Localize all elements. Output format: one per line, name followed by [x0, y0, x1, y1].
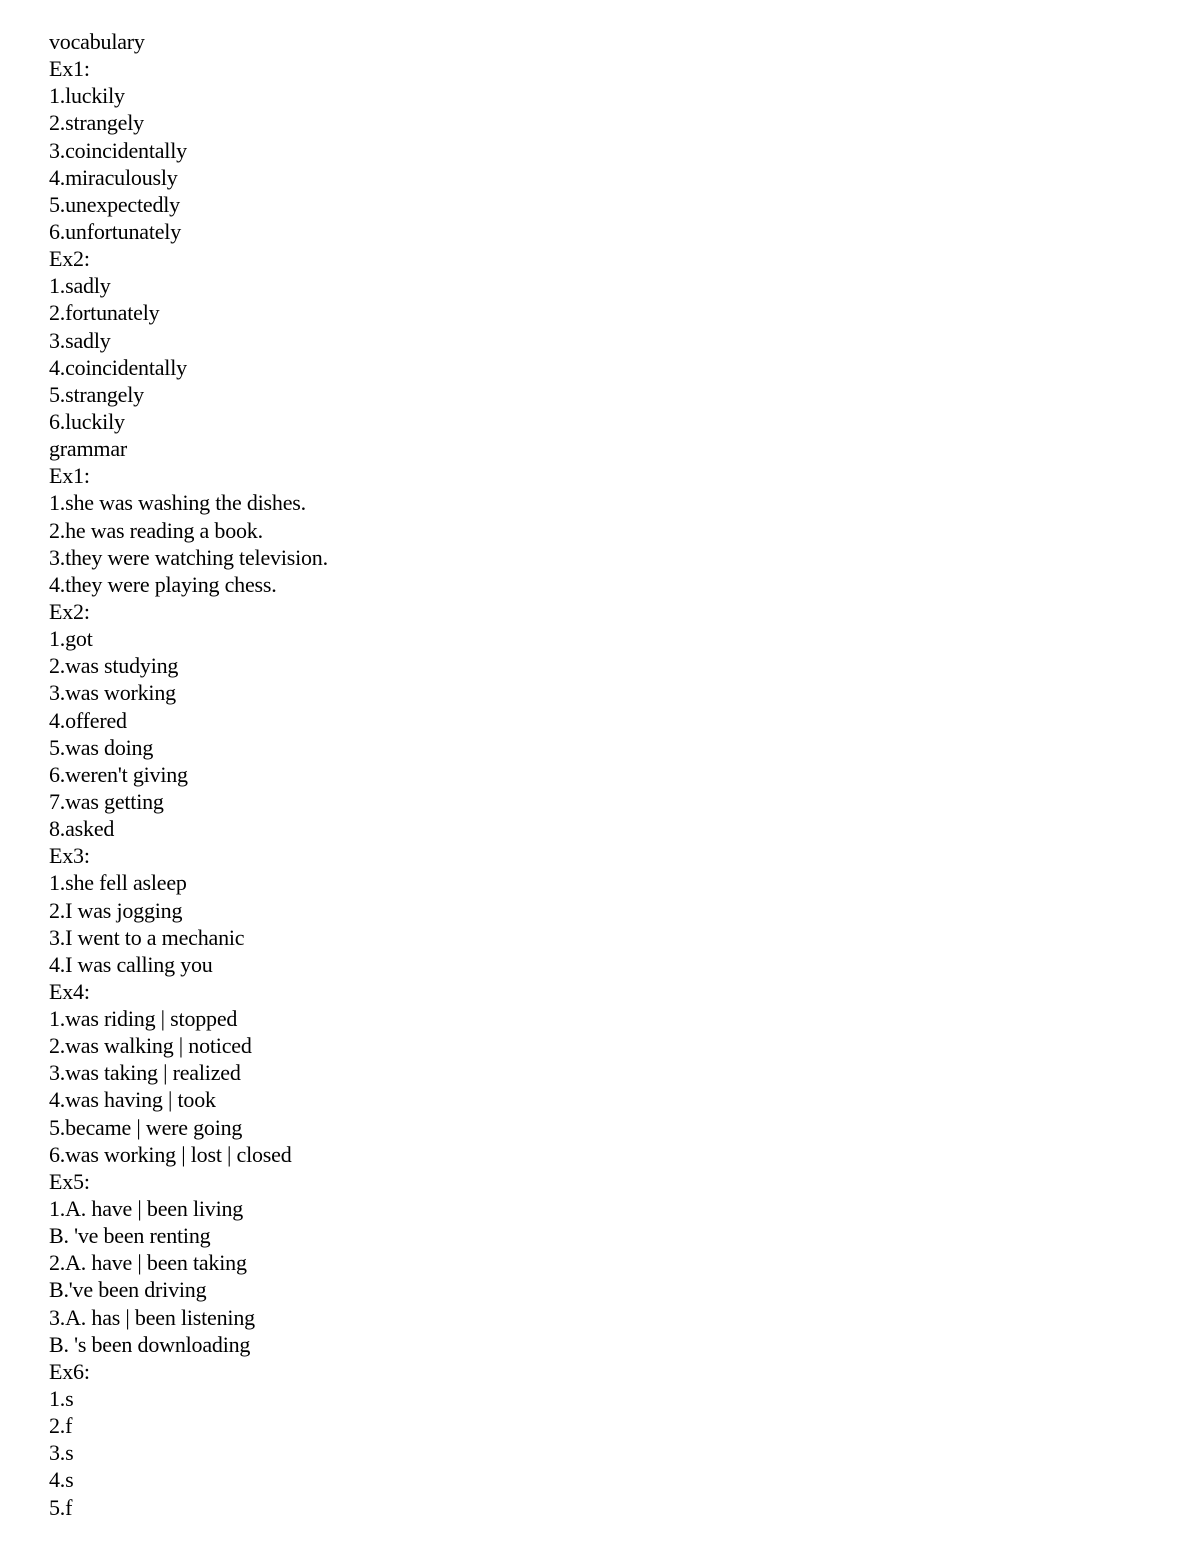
section-heading-vocabulary: vocabulary [49, 29, 145, 54]
answer-line: 6.luckily [49, 408, 125, 434]
answer-line: 2.he was reading a book. [49, 517, 263, 543]
answer-line: 3.s [49, 1440, 74, 1466]
answer-line: 3.A. has | been listening [49, 1304, 255, 1330]
answer-line: 1.s [49, 1386, 74, 1412]
answer-line: 6.unfortunately [49, 218, 182, 244]
answer-line: 2.fortunately [49, 300, 160, 326]
answer-line: 5.was doing [49, 734, 154, 760]
exercise-heading: Ex3: [49, 843, 90, 869]
answer-line: 2.f [49, 1413, 73, 1439]
answer-line: 4.offered [49, 707, 127, 733]
answer-line: 3.coincidentally [49, 137, 187, 163]
answer-line: 6.weren't giving [49, 761, 188, 787]
exercise-heading: Ex4: [49, 978, 90, 1004]
answer-line: 1.A. have | been living [49, 1196, 244, 1222]
answer-line: 2.was studying [49, 653, 179, 679]
answer-line: 8.asked [49, 816, 115, 842]
exercise-heading: Ex2: [49, 598, 90, 624]
answer-line: B. 've been renting [49, 1223, 211, 1249]
answer-line: 2.I was jogging [49, 897, 183, 923]
exercise-heading: Ex2: [49, 246, 90, 272]
answer-line: 4.miraculously [49, 164, 178, 190]
answer-line: 4.coincidentally [49, 354, 187, 380]
answer-line: 1.luckily [49, 83, 125, 109]
document-page [49, 28, 1149, 1521]
answer-line: 2.A. have | been taking [49, 1250, 247, 1276]
answer-line: 7.was getting [49, 788, 164, 814]
answer-line: 3.was working [49, 680, 176, 706]
answer-line: 4.was having | took [49, 1087, 216, 1113]
answer-line: 5.became | were going [49, 1114, 243, 1140]
answer-line: 1.was riding | stopped [49, 1006, 238, 1032]
answer-line: 2.strangely [49, 110, 144, 136]
section-heading-grammar: grammar [49, 436, 128, 462]
answer-line: 1.got [49, 626, 93, 652]
answer-line: 1.she fell asleep [49, 870, 187, 896]
answer-line: 3.I went to a mechanic [49, 924, 245, 950]
answer-line: 5.unexpectedly [49, 191, 180, 217]
answer-line: 5.f [49, 1494, 73, 1520]
answer-line: 2.was walking | noticed [49, 1033, 252, 1059]
exercise-heading: Ex1: [49, 463, 90, 489]
answer-line: 4.they were playing chess. [49, 571, 277, 597]
answer-line: B. 's been downloading [49, 1331, 251, 1357]
answer-line: 3.sadly [49, 327, 111, 353]
answer-line: 1.sadly [49, 273, 111, 299]
answer-line: 5.strangely [49, 381, 144, 407]
exercise-heading: Ex5: [49, 1168, 90, 1194]
answer-line: 4.s [49, 1467, 74, 1493]
exercise-heading: Ex1: [49, 56, 90, 82]
answer-line: 4.I was calling you [49, 951, 213, 977]
answer-line: B.'ve been driving [49, 1277, 207, 1303]
answer-line: 1.she was washing the dishes. [49, 490, 306, 516]
answer-line: 6.was working | lost | closed [49, 1141, 292, 1167]
answer-line: 3.they were watching television. [49, 544, 328, 570]
answer-line: 3.was taking | realized [49, 1060, 241, 1086]
exercise-heading: Ex6: [49, 1358, 90, 1384]
